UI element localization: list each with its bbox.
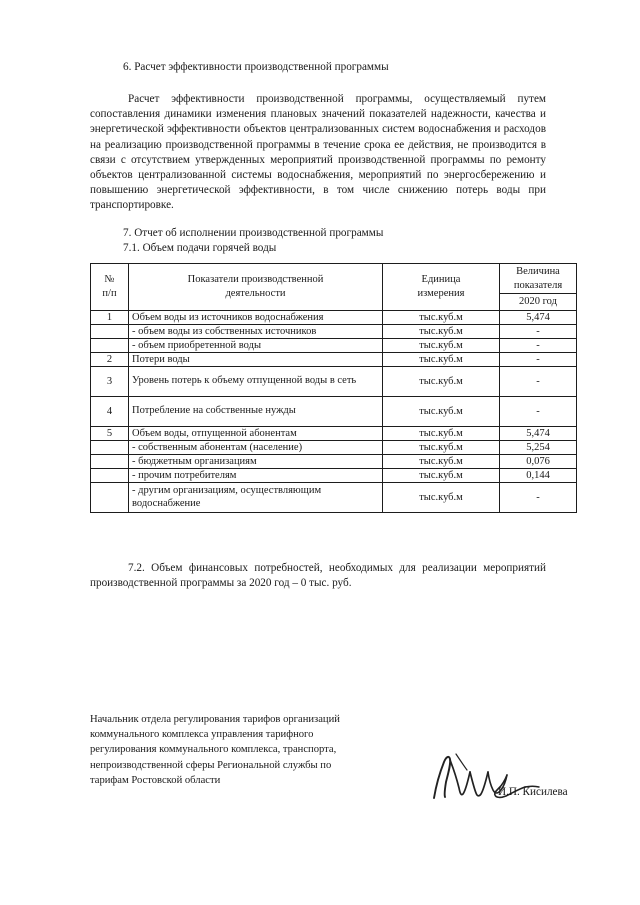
- signatory-name: И.П. Кисилева: [498, 786, 568, 798]
- cell-value: -: [500, 324, 577, 338]
- cell-row-number: 4: [91, 396, 129, 426]
- signatory-title-line-3: регулирования коммунального комплекса, транспорта,: [90, 744, 337, 756]
- cell-unit: тыс.куб.м: [383, 396, 500, 426]
- signatory-title-line-5: тарифам Ростовской области: [90, 774, 221, 786]
- cell-unit: тыс.куб.м: [383, 310, 500, 324]
- table-row: [91, 468, 577, 482]
- cell-row-number: [91, 440, 129, 454]
- cell-row-number: 5: [91, 426, 129, 440]
- cell-value: 0,144: [500, 468, 577, 482]
- header-value-line1: Величина: [516, 266, 560, 277]
- cell-row-number: [91, 482, 129, 512]
- table-row: [91, 482, 577, 512]
- table-row: [91, 426, 577, 440]
- cell-row-number: [91, 338, 129, 352]
- cell-row-number: [91, 468, 129, 482]
- header-number-line1: №: [104, 274, 115, 286]
- cell-row-number: [91, 324, 129, 338]
- header-cell-indicator: [129, 264, 383, 311]
- cell-value: -: [500, 352, 577, 366]
- cell-value: -: [500, 338, 577, 352]
- cell-row-number: [91, 454, 129, 468]
- header-cell-unit: [383, 264, 500, 311]
- header-indicator-line1: Показатели производственной: [187, 274, 324, 286]
- cell-indicator-name: Объем воды из источников водоснабжения: [129, 310, 383, 324]
- table-row: [91, 310, 577, 324]
- cell-unit: тыс.куб.м: [383, 440, 500, 454]
- cell-unit: тыс.куб.м: [383, 324, 500, 338]
- header-cell-value: [500, 264, 577, 294]
- signature-block: [90, 712, 590, 798]
- header-number-line2: п/п: [102, 287, 117, 299]
- section-7-2-paragraph: 7.2. Объем финансовых потребностей, необходимых для реализации мероприятий производственной программы за 2020 год – 0 тыс. руб.: [90, 562, 546, 590]
- table-header-row: [91, 264, 577, 294]
- section-6-heading: 6. Расчет эффективности производственной программы: [123, 61, 389, 73]
- cell-row-number: 1: [91, 310, 129, 324]
- cell-indicator-name: Потребление на собственные нужды: [129, 396, 383, 426]
- cell-indicator-name: - бюджетным организациям: [129, 454, 383, 468]
- cell-unit: тыс.куб.м: [383, 468, 500, 482]
- section-6-paragraph: Расчет эффективности производственной программы, осуществляемый путем сопоставления динамики изменения плановых значений показателей надежности, качества и энергетической эффективности объектов централизованных систем водоснабжения и расходов на реализацию производственной программы в течение срока ее действия, не производится в связи с отсутствием утвержденных мероприятий производственной программы по ремонту объектов централизованной системы водоснабжения, мероприятий по энергосбережению и повышению энергетической эффективности, в том числе снижению потерь воды при транспортировке.: [90, 93, 546, 212]
- section-7-1-heading: 7.1. Объем подачи горячей воды: [123, 242, 277, 254]
- cell-unit: тыс.куб.м: [383, 338, 500, 352]
- cell-row-number: 3: [91, 366, 129, 396]
- header-cell-number: [91, 264, 129, 311]
- cell-indicator-name: - объем приобретенной воды: [129, 338, 383, 352]
- table-row: [91, 366, 577, 396]
- cell-unit: тыс.куб.м: [383, 454, 500, 468]
- cell-value: -: [500, 396, 577, 426]
- header-indicator-line2: деятельности: [225, 287, 286, 299]
- cell-indicator-name: - собственным абонентам (население): [129, 440, 383, 454]
- cell-indicator-name: - другим организациям, осуществляющим водоснабжение: [129, 482, 383, 512]
- table-row: [91, 338, 577, 352]
- signatory-title-line-1: Начальник отдела регулирования тарифов организаций: [90, 714, 340, 725]
- cell-unit: тыс.куб.м: [383, 352, 500, 366]
- header-cell-value-year: 2020 год: [500, 294, 577, 311]
- signatory-title-line-2: коммунального комплекса управления тарифного: [90, 729, 314, 741]
- cell-indicator-name: - объем воды из собственных источников: [129, 324, 383, 338]
- header-unit-line2: измерения: [417, 287, 465, 299]
- table-body: [91, 310, 577, 512]
- cell-value: -: [500, 482, 577, 512]
- cell-indicator-name: Объем воды, отпущенной абонентам: [129, 426, 383, 440]
- table-row: [91, 324, 577, 338]
- cell-value: 5,474: [500, 310, 577, 324]
- cell-indicator-name: Уровень потерь к объему отпущенной воды в сеть: [129, 366, 383, 396]
- cell-indicator-name: Потери воды: [129, 352, 383, 366]
- table-row: [91, 440, 577, 454]
- hot-water-supply-table-wrapper: [90, 263, 563, 513]
- hot-water-supply-table: [90, 263, 577, 513]
- signatory-title-line-4: непроизводственной сферы Региональной службы по: [90, 759, 332, 771]
- cell-indicator-name: - прочим потребителям: [129, 468, 383, 482]
- table-head: [91, 264, 577, 311]
- header-value-line2: показателя: [513, 279, 563, 291]
- cell-value: 5,474: [500, 426, 577, 440]
- header-unit-line1: Единица: [421, 274, 461, 286]
- cell-unit: тыс.куб.м: [383, 366, 500, 396]
- table-row: [91, 352, 577, 366]
- cell-unit: тыс.куб.м: [383, 482, 500, 512]
- cell-row-number: 2: [91, 352, 129, 366]
- cell-value: 0,076: [500, 454, 577, 468]
- table-row: [91, 396, 577, 426]
- table-row: [91, 454, 577, 468]
- signatory-title: [90, 712, 390, 788]
- section-7-heading: 7. Отчет об исполнении производственной программы: [123, 227, 384, 239]
- cell-value: -: [500, 366, 577, 396]
- cell-value: 5,254: [500, 440, 577, 454]
- cell-unit: тыс.куб.м: [383, 426, 500, 440]
